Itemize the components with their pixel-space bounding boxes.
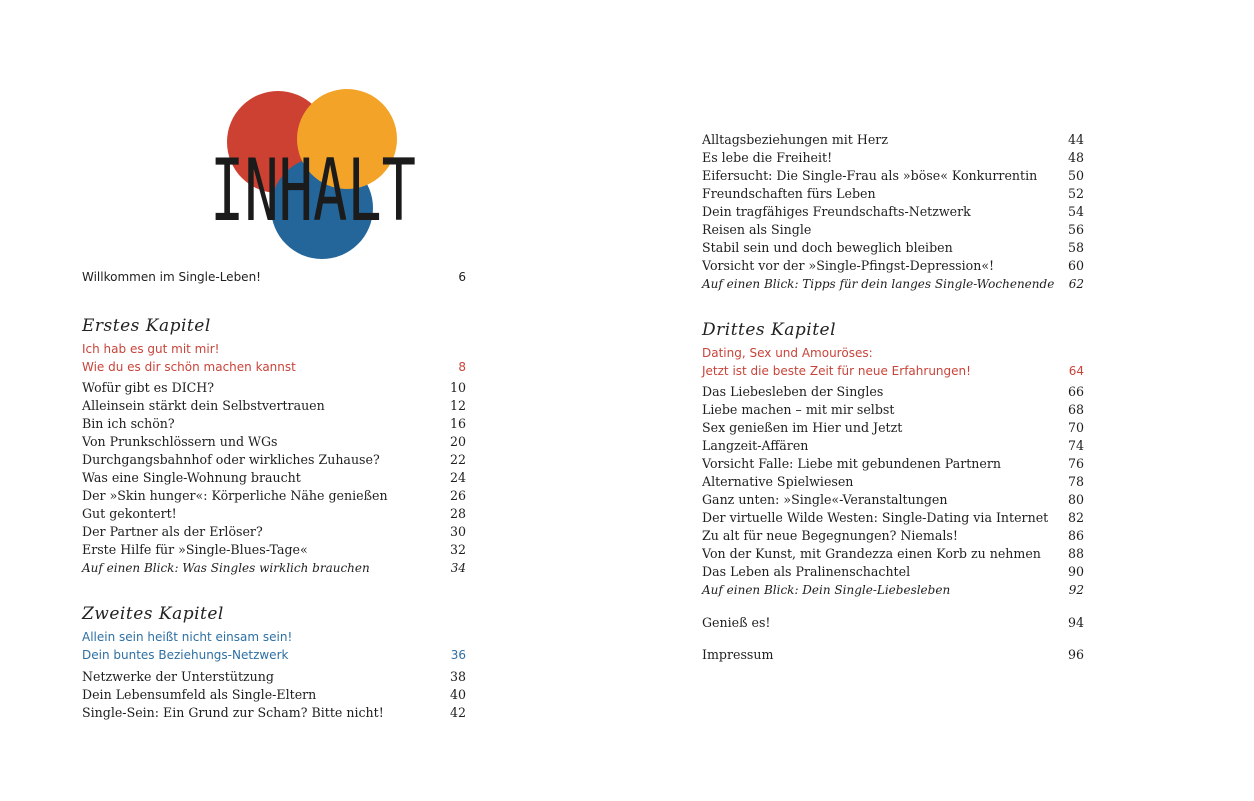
inhalt-logo [200,82,430,264]
entry-page: 10 [449,380,466,395]
entry-title: Willkommen im Single-Leben! [82,270,261,284]
toc-entry[interactable] [82,487,466,505]
entry-page: 92 [1068,583,1084,597]
toc-entry[interactable] [82,415,466,433]
entry-page: 80 [1067,492,1084,507]
entry-title: Erste Hilfe für »Single-Blues-Tage« [82,542,308,557]
toc-entry[interactable] [702,419,1084,437]
entry-title: Von Prunkschlössern und WGs [82,434,278,449]
entry-title: Es lebe die Freiheit! [702,150,833,165]
toc-entry-summary[interactable] [702,275,1084,293]
entry-page: 62 [1068,277,1084,291]
entry-page: 36 [450,648,466,662]
entry-title: Von der Kunst, mit Grandezza einen Korb zu nehmen [702,546,1041,561]
entry-page: 6 [458,270,466,284]
toc-entry[interactable] [702,131,1084,149]
entry-title: Auf einen Blick: Dein Single-Liebesleben [702,583,951,597]
entry-page: 90 [1067,564,1084,579]
toc-entry[interactable] [82,668,466,686]
toc-entry-chapter1[interactable] [82,358,466,376]
toc-entry[interactable] [82,505,466,523]
entry-title: Der »Skin hunger«: Körperliche Nähe genießen [82,488,388,503]
entry-page: 50 [1067,168,1084,183]
entry-title: Impressum [702,647,774,662]
entry-page: 52 [1067,186,1084,201]
entry-title: Langzeit-Affären [702,438,809,453]
toc-entry-chapter3[interactable] [702,362,1084,380]
toc-entry[interactable] [702,527,1084,545]
entry-page: 44 [1067,132,1084,147]
entry-title: Das Leben als Pralinenschachtel [702,564,911,579]
toc-entry[interactable] [702,401,1084,419]
entry-page: 58 [1067,240,1084,255]
toc-entry[interactable] [82,379,466,397]
toc-entry[interactable] [702,437,1084,455]
entry-page: 96 [1067,647,1084,662]
chapter2-subtitle1: Allein sein heißt nicht einsam sein! [82,630,293,644]
entry-page: 88 [1067,546,1084,561]
toc-entry[interactable] [702,185,1084,203]
toc-entry[interactable] [82,523,466,541]
toc-entry[interactable] [702,149,1084,167]
entry-page: 40 [449,687,466,702]
entry-page: 66 [1067,384,1084,399]
entry-page: 22 [449,452,466,467]
entry-title: Der virtuelle Wilde Westen: Single-Dating via Internet [702,510,1049,525]
toc-entry[interactable] [82,704,466,722]
entry-title: Dein tragfähiges Freundschafts-Netzwerk [702,204,971,219]
entry-title: Liebe machen – mit mir selbst [702,402,895,417]
entry-page: 42 [449,705,466,720]
toc-entry[interactable] [82,469,466,487]
entry-page: 26 [449,488,466,503]
entry-title: Freundschaften fürs Leben [702,186,876,201]
chapter1-subtitle1: Ich hab es gut mit mir! [82,342,220,356]
entry-page: 12 [449,398,466,413]
entry-title: Auf einen Blick: Tipps für dein langes Single-Wochenende [702,277,1055,291]
entry-title: Eifersucht: Die Single-Frau als »böse« Konkurrentin [702,168,1038,183]
entry-title: Gut gekontert! [82,506,177,521]
entry-title: Dein Lebensumfeld als Single-Eltern [82,687,317,702]
entry-page: 54 [1067,204,1084,219]
toc-entry[interactable] [702,473,1084,491]
entry-title: Dein buntes Beziehungs-Netzwerk [82,648,289,662]
toc-entry-imprint[interactable] [702,646,1084,664]
entry-title: Durchgangsbahnhof oder wirkliches Zuhause? [82,452,380,467]
entry-page: 70 [1067,420,1084,435]
toc-entry-chapter2[interactable] [82,646,466,664]
entry-title: Sex genießen im Hier und Jetzt [702,420,903,435]
toc-entry[interactable] [82,451,466,469]
toc-entry-summary[interactable] [702,581,1084,599]
toc-entry[interactable] [702,383,1084,401]
entry-title: Bin ich schön? [82,416,175,431]
entry-page: 68 [1067,402,1084,417]
entry-page: 64 [1068,364,1084,378]
toc-entry[interactable] [82,686,466,704]
entry-page: 94 [1067,615,1084,630]
chapter3-heading: Drittes Kapitel [702,320,837,340]
entry-title: Der Partner als der Erlöser? [82,524,263,539]
chapter2-heading: Zweites Kapitel [82,604,224,624]
entry-title: Single-Sein: Ein Grund zur Scham? Bitte nicht! [82,705,384,720]
toc-entry[interactable] [82,397,466,415]
toc-entry[interactable] [702,221,1084,239]
entry-page: 78 [1067,474,1084,489]
toc-entry[interactable] [702,545,1084,563]
chapter3-subtitle1: Dating, Sex und Amouröses: [702,346,873,360]
entry-title: Auf einen Blick: Was Singles wirklich brauchen [82,561,370,575]
toc-entry-intro[interactable] [82,268,466,286]
entry-title: Alternative Spielwiesen [702,474,854,489]
toc-entry-closing[interactable] [702,614,1084,632]
toc-entry[interactable] [82,433,466,451]
toc-entry[interactable] [702,509,1084,527]
entry-title: Vorsicht Falle: Liebe mit gebundenen Partnern [702,456,1001,471]
entry-title: Alltagsbeziehungen mit Herz [702,132,888,147]
entry-page: 60 [1067,258,1084,273]
toc-entry[interactable] [702,239,1084,257]
entry-page: 32 [449,542,466,557]
entry-title: Stabil sein und doch beweglich bleiben [702,240,953,255]
entry-title: Jetzt ist die beste Zeit für neue Erfahrungen! [702,364,971,378]
entry-page: 86 [1067,528,1084,543]
toc-entry[interactable] [702,563,1084,581]
entry-page: 74 [1067,438,1084,453]
toc-entry[interactable] [702,167,1084,185]
entry-page: 16 [449,416,466,431]
entry-page: 8 [458,360,466,374]
entry-title: Wofür gibt es DICH? [82,380,215,395]
toc-entry[interactable] [702,257,1084,275]
entry-title: Wie du es dir schön machen kannst [82,360,296,374]
logo-graphic [200,82,430,264]
entry-page: 56 [1067,222,1084,237]
chapter1-heading: Erstes Kapitel [82,316,211,336]
entry-title: Zu alt für neue Begegnungen? Niemals! [702,528,958,543]
toc-entry[interactable] [702,203,1084,221]
entry-title: Ganz unten: »Single«-Veranstaltungen [702,492,948,507]
entry-page: 20 [449,434,466,449]
toc-entry[interactable] [82,541,466,559]
logo-title: INHALT [210,141,416,241]
entry-page: 24 [449,470,466,485]
entry-page: 82 [1067,510,1084,525]
entry-title: Genieß es! [702,615,771,630]
entry-title: Netzwerke der Unterstützung [82,669,274,684]
entry-title: Alleinsein stärkt dein Selbstvertrauen [82,398,325,413]
entry-page: 76 [1067,456,1084,471]
entry-page: 38 [449,669,466,684]
entry-page: 48 [1067,150,1084,165]
entry-page: 34 [450,561,466,575]
toc-entry[interactable] [702,455,1084,473]
entry-title: Vorsicht vor der »Single-Pfingst-Depression«! [702,258,995,273]
entry-page: 30 [449,524,466,539]
toc-entry[interactable] [702,491,1084,509]
entry-title: Reisen als Single [702,222,812,237]
entry-title: Was eine Single-Wohnung braucht [82,470,301,485]
entry-title: Das Liebesleben der Singles [702,384,884,399]
entry-page: 28 [449,506,466,521]
toc-entry-summary[interactable] [82,559,466,577]
